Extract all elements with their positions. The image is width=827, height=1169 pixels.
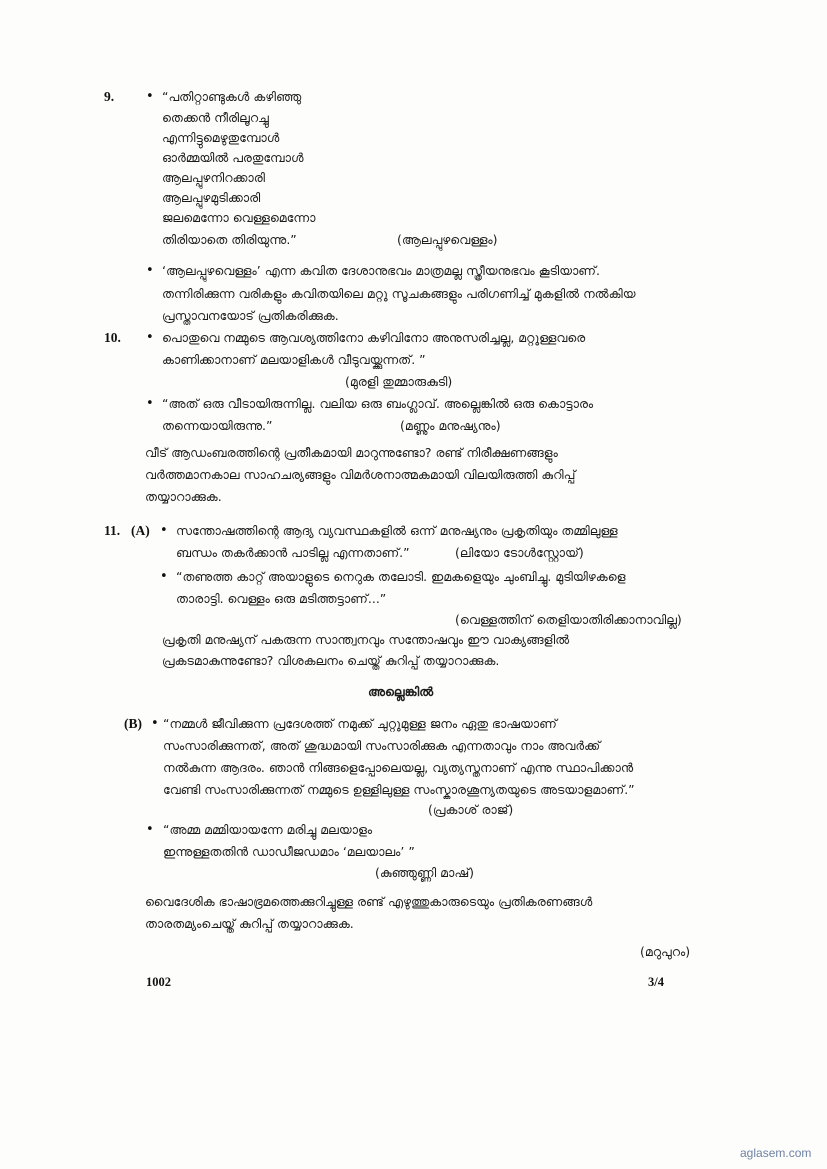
poem-line: “അമ്മ മമ്മിയായന്നേ മരിച്ചു മലയാളം — [163, 822, 373, 837]
poem-line: തെക്കൻ നീരിലൂറച്ചു — [162, 110, 269, 125]
poem-line: ആലപ്പുഴനിറക്കാരി — [162, 170, 265, 185]
bullet: • — [146, 263, 154, 278]
task-line: തന്നിരിക്കുന്ന വരികളും കവിതയിലെ മറ്റു സൂചകങ്ങളും പരിഗണിച്ച് മുകളിൽ നൽകിയ — [162, 286, 636, 301]
quote-line: “അത് ഒരു വീടായിരുന്നില്ല. വലിയ ഒരു ബംഗ്ലാവ്. അല്ലെങ്കിൽ ഒരു കൊട്ടാരം — [162, 396, 594, 411]
bullet: • — [160, 523, 168, 538]
quote-line: തന്നെയായിരുന്നു.” — [162, 418, 273, 433]
quote-line: നൽകുന്ന ആദരം. ഞാൻ നിങ്ങളെപ്പോലെയല്ല, വ്യത്യസ്തനാണ് എന്നു സ്ഥാപിക്കാൻ — [163, 760, 634, 775]
option-b-label: (B) — [124, 716, 142, 731]
quote-source: (ലിയോ ടോൾസ്റ്റോയ്) — [455, 545, 584, 560]
quote-line: സന്തോഷത്തിന്റെ ആദ്യ വ്യവസ്ഥകളിൽ ഒന്ന് മനുഷ്യനും പ്രകൃതിയും തമ്മിലുള്ള — [176, 523, 618, 538]
poem-line: ഇന്നുള്ളതതിൻ ഡാഡീജഡമാം ‘മലയാലം’ ” — [163, 844, 415, 859]
task-line: പ്രകടമാകുന്നുണ്ടോ? വിശകലനം ചെയ്ത് കുറിപ്പ് തയ്യാറാക്കുക. — [162, 653, 500, 668]
quote-line: താരാട്ടി. വെള്ളം ഒരു മടിത്തട്ടാണ്...” — [176, 591, 387, 606]
watermark: aglasem.com — [740, 1146, 812, 1160]
task-line: ‘ആലപ്പുഴവെള്ളം’ എന്ന കവിത ദേശാനുഭവം മാത്രമല്ല സ്ത്രീയനുഭവം കൂടിയാണ്. — [162, 263, 600, 278]
bullet: • — [160, 569, 168, 584]
quote-source: (മുരളി തുമ്മാരുകുടി) — [345, 374, 453, 389]
quote-line: ബന്ധം തകർക്കാൻ പാടില്ല എന്നതാണ്.” — [176, 545, 410, 560]
task-line: വീട് ആഡംബരത്തിന്റെ പ്രതീകമായി മാറുന്നുണ്ടോ? രണ്ട് നിരീക്ഷണങ്ങളും — [145, 445, 558, 460]
task-line: പ്രകൃതി മനുഷ്യന് പകരുന്ന സാന്ത്വനവും സന്തോഷവും ഈ വാക്യങ്ങളിൽ — [162, 632, 570, 647]
question-number-9: 9. — [104, 89, 115, 104]
quote-source: (ആലപ്പുഴവെള്ളം) — [397, 232, 498, 247]
paper-code: 1002 — [146, 975, 171, 989]
page-number: 3/4 — [648, 975, 664, 989]
quote-source: (കുഞ്ഞുണ്ണി മാഷ്) — [375, 865, 475, 880]
quote-line: “തണുത്ത കാറ്റ് അയാളുടെ നെറുക തലോടി. ഇമകളെയും ചുംബിച്ചു. മുടിയിഴകളെ — [176, 569, 626, 584]
bullet: • — [146, 396, 154, 411]
bullet: • — [146, 89, 154, 104]
bullet: • — [146, 330, 154, 345]
question-number-10: 10. — [104, 330, 121, 345]
turn-over-note: (മറുപുറം) — [640, 944, 691, 959]
poem-line: ആലപ്പുഴമുടിക്കാരി — [162, 190, 261, 205]
poem-line: തിരിയാതെ തിരിയുന്നു.” — [162, 232, 297, 247]
bullet: • — [151, 716, 159, 731]
quote-line: വേണ്ടി സംസാരിക്കുന്നത് നമ്മുടെ ഉള്ളിലുള്ള സംസ്കാരശൂന്യതയുടെ അടയാളമാണ്.” — [163, 782, 635, 797]
task-line: തയ്യാറാക്കുക. — [145, 489, 222, 504]
task-line: വൈദേശിക ഭാഷാഭ്രമത്തെക്കുറിച്ചുള്ള രണ്ട് എഴുത്തുകാരുടെയും പ്രതികരണങ്ങൾ — [145, 894, 593, 909]
quote-source: (പ്രകാശ് രാജ്) — [428, 802, 514, 817]
quote-line: സംസാരിക്കുന്നത്, അത് ശുദ്ധമായി സംസാരിക്കുക എന്നതാവും നാം അവർക്ക് — [163, 738, 601, 753]
task-line: താരതമ്യംചെയ്ത് കുറിപ്പ് തയ്യാറാക്കുക. — [145, 916, 354, 931]
poem-line: ഓർമ്മയിൽ പരതുമ്പോൾ — [162, 150, 304, 165]
poem-line: “പതിറ്റാണ്ടുകൾ കഴിഞ്ഞു — [162, 89, 302, 104]
or-divider: അല്ലെങ്കിൽ — [368, 684, 434, 699]
poem-line: ജലമെന്നോ വെള്ളമെന്നോ — [162, 210, 316, 225]
task-line: പ്രസ്താവനയോട് പ്രതികരിക്കുക. — [162, 308, 339, 323]
option-a-label: (A) — [131, 523, 150, 538]
bullet: • — [146, 822, 154, 837]
quote-source: (വെള്ളത്തിന് തെളിയാതിരിക്കാനാവില്ല) — [455, 612, 682, 627]
task-line: വർത്തമാനകാല സാഹചര്യങ്ങളും വിമർശനാത്മകമായി വിലയിരുത്തി കുറിപ്പ് — [145, 467, 576, 482]
quote-line: പൊതുവെ നമ്മുടെ ആവശ്യത്തിനോ കഴിവിനോ അനുസരിച്ചല്ല, മറ്റുള്ളവരെ — [162, 330, 586, 345]
question-number-11: 11. — [104, 523, 121, 538]
quote-line: “നമ്മൾ ജീവിക്കുന്ന പ്രദേശത്ത് നമുക്ക് ചുറ്റുമുള്ള ജനം ഏതു ഭാഷയാണ് — [163, 716, 557, 731]
quote-source: (മണ്ണും മനുഷ്യനും) — [400, 418, 501, 433]
poem-line: എന്നിട്ടുമെഴുതുമ്പോൾ — [162, 130, 280, 145]
quote-line: കാണിക്കാനാണ് മലയാളികൾ വീടുവയ്ക്കുന്നത്. ” — [162, 352, 426, 367]
